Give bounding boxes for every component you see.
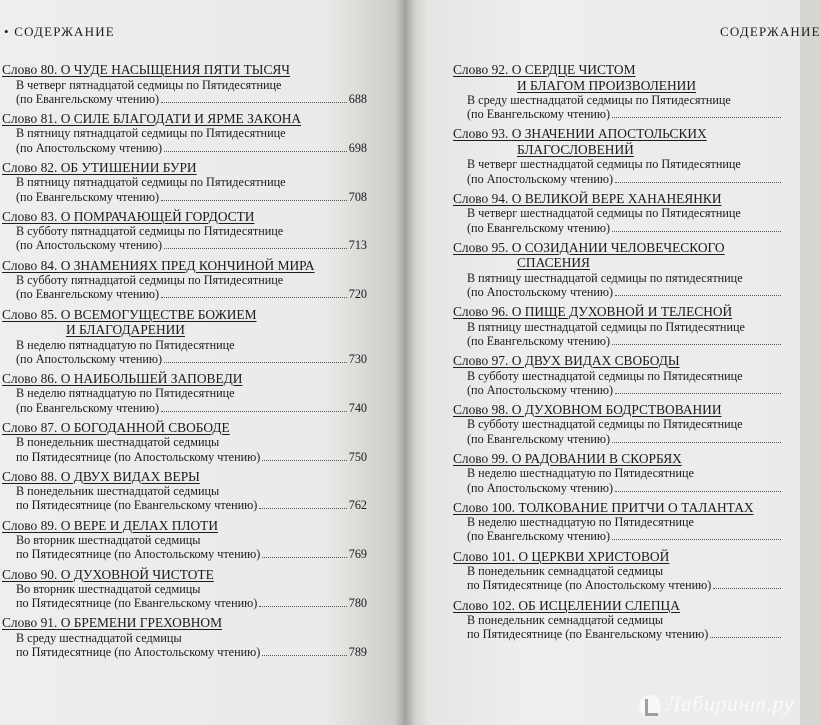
- toc-entry: [2, 469, 367, 513]
- dot-leader: [615, 383, 781, 394]
- entry-title: [2, 111, 367, 127]
- entry-number: Слово 95.: [453, 239, 509, 255]
- entry-number: Слово 92.: [453, 62, 509, 77]
- entry-title: [2, 258, 367, 274]
- entry-reading: (по Апостольскому чтению): [16, 140, 163, 155]
- entry-description: В пятницу пятнадцатой седмицы по Пятидесятнице: [16, 175, 286, 190]
- page-number: 769: [348, 547, 367, 562]
- dot-leader: [262, 450, 346, 461]
- entry-description: В понедельник семнадцатой седмицы: [467, 613, 664, 628]
- entry-last-line: [2, 92, 367, 106]
- dot-leader: [612, 432, 781, 443]
- toc-entry: [2, 567, 367, 611]
- entry-title: [2, 209, 367, 225]
- entry-number: Слово 89.: [2, 517, 58, 533]
- entry-number: Слово 93.: [453, 126, 509, 142]
- toc-entry: [2, 62, 367, 106]
- entry-number: Слово 96.: [453, 304, 509, 320]
- entry-last-line: [453, 221, 783, 235]
- entry-number: Слово 86.: [2, 370, 58, 386]
- toc-list-right: [453, 62, 783, 646]
- entry-title: [453, 240, 783, 256]
- watermark: Лабиринт.ру: [639, 691, 794, 717]
- entry-title: [453, 451, 783, 467]
- page-number: 713: [348, 238, 367, 253]
- entry-number: Слово 98.: [453, 401, 509, 417]
- entry-title: [453, 402, 783, 418]
- toc-entry: [453, 353, 783, 397]
- entry-number: Слово 85.: [2, 306, 58, 322]
- entry-title-text: О ВСЕМОГУЩЕСТВЕ БОЖИЕМ: [60, 306, 257, 322]
- toc-entry: [453, 549, 783, 593]
- entry-title: [453, 598, 783, 614]
- toc-entry: [453, 240, 783, 299]
- entry-last-line: [453, 481, 783, 495]
- entry-title-text: О СИЛЕ БЛАГОДАТИ И ЯРМЕ ЗАКОНА: [60, 110, 302, 126]
- dot-leader: [164, 352, 347, 363]
- entry-title-continued: БЛАГОСЛОВЕНИЙ: [517, 141, 634, 157]
- entry-description: В пятницу шестнадцатой седмицы по Пятидесятнице: [467, 319, 745, 334]
- dot-leader: [615, 481, 781, 492]
- entry-title-text: ТОЛКОВАНИЕ ПРИТЧИ О ТАЛАНТАХ: [518, 499, 754, 515]
- entry-reading: (по Апостольскому чтению): [467, 284, 614, 299]
- entry-last-line: [453, 172, 783, 186]
- entry-description: Во вторник шестнадцатой седмицы: [16, 533, 201, 548]
- entry-last-line: [2, 547, 367, 561]
- entry-reading: (по Евангельскому чтению): [467, 107, 611, 122]
- entry-title-text: О ПИЩЕ ДУХОВНОЙ И ТЕЛЕСНОЙ: [511, 304, 733, 320]
- entry-title-text: О ЦЕРКВИ ХРИСТОВОЙ: [518, 548, 670, 564]
- page-number: 708: [348, 189, 367, 204]
- entry-last-line: [453, 334, 783, 348]
- toc-entry: [2, 371, 367, 415]
- dot-leader: [161, 190, 347, 201]
- entry-title-text: О ВЕЛИКОЙ ВЕРЕ ХАНАНЕЯНКИ: [511, 190, 722, 206]
- entry-number: Слово 82.: [2, 159, 58, 175]
- toc-entry: [453, 402, 783, 446]
- entry-title: [453, 353, 783, 369]
- dot-leader: [615, 172, 781, 183]
- page-number: 730: [348, 351, 367, 366]
- entry-number: Слово 83.: [2, 208, 58, 224]
- entry-reading: (по Апостольскому чтению): [467, 480, 614, 495]
- page-number: 698: [348, 140, 367, 155]
- dot-leader: [612, 529, 781, 540]
- dot-leader: [164, 141, 347, 152]
- toc-entry: [453, 62, 783, 121]
- entry-description: В субботу шестнадцатой седмицы по Пятидесятнице: [467, 417, 743, 432]
- toc-entry: [453, 451, 783, 495]
- entry-title-text: О ДУХОВНОЙ ЧИСТОТЕ: [60, 566, 214, 582]
- entry-title: [453, 191, 783, 207]
- entry-last-line: [453, 432, 783, 446]
- entry-description: В субботу шестнадцатой седмицы по Пятидесятнице: [467, 368, 743, 383]
- dot-leader: [710, 627, 781, 638]
- entry-description: В среду шестнадцатой седмицы по Пятидесятнице: [467, 93, 731, 107]
- toc-entry: [453, 500, 783, 544]
- entry-last-line: [453, 107, 783, 121]
- entry-description: В четверг шестнадцатой седмицы по Пятидесятнице: [467, 157, 741, 172]
- toc-entry: [453, 126, 783, 185]
- page-number: 750: [348, 449, 367, 464]
- entry-title-text: О ВЕРЕ И ДЕЛАХ ПЛОТИ: [60, 517, 218, 533]
- entry-title: [2, 518, 367, 534]
- entry-description: В неделю шестнадцатую по Пятидесятнице: [467, 515, 694, 530]
- entry-title: [453, 304, 783, 320]
- entry-number: Слово 100.: [453, 499, 516, 515]
- entry-reading: по Пятидесятнице (по Евангельскому чтению): [16, 596, 258, 611]
- entry-description: В среду шестнадцатой седмицы: [16, 630, 182, 645]
- toc-entry: [2, 518, 367, 562]
- entry-last-line: [2, 401, 367, 415]
- entry-last-line: [2, 238, 367, 252]
- toc-entry: [2, 307, 367, 366]
- labirint-logo-icon: [639, 695, 661, 717]
- entry-title-text: О БОГОДАННОЙ СВОБОДЕ: [60, 419, 230, 435]
- toc-entry: [2, 420, 367, 464]
- dot-leader: [164, 238, 347, 249]
- entry-title: [2, 420, 367, 436]
- left-page: [0, 0, 405, 725]
- entry-title: [2, 371, 367, 387]
- entry-number: Слово 88.: [2, 468, 58, 484]
- dot-leader: [259, 596, 346, 607]
- toc-entry: [2, 615, 367, 659]
- entry-last-line: [2, 352, 367, 366]
- entry-description: В понедельник шестнадцатой седмицы: [16, 435, 220, 450]
- dot-leader: [161, 401, 347, 412]
- entry-reading: (по Апостольскому чтению): [467, 382, 614, 397]
- entry-last-line: [2, 287, 367, 301]
- entry-reading: (по Апостольскому чтению): [16, 238, 163, 253]
- entry-title: [2, 160, 367, 176]
- entry-title-text: О ЗНАМЕНИЯХ ПРЕД КОНЧИНОЙ МИРА: [60, 257, 315, 273]
- entry-description: В неделю пятнадцатую по Пятидесятнице: [16, 386, 235, 401]
- entry-title-text: ОБ УТИШЕНИИ БУРИ: [60, 159, 197, 175]
- entry-description: В пятницу шестнадцатой седмицы по пятидесятнице: [467, 270, 743, 285]
- toc-entry: [2, 160, 367, 204]
- entry-title-text: О НАИБОЛЬШЕЙ ЗАПОВЕДИ: [60, 370, 243, 386]
- entry-title-text: О СЕРДЦЕ ЧИСТОМ: [511, 62, 636, 77]
- entry-reading: по Пятидесятнице (по Апостольскому чтению): [16, 645, 261, 660]
- entry-last-line: [2, 190, 367, 204]
- entry-title-continued: И БЛАГОМ ПРОИЗВОЛЕНИИ: [517, 77, 696, 93]
- running-header-right: СОДЕРЖАНИЕ: [720, 24, 821, 39]
- entry-number: Слово 101.: [453, 548, 516, 564]
- entry-title-text: ОБ ИСЦЕЛЕНИИ СЛЕПЦА: [518, 597, 680, 613]
- dot-leader: [612, 221, 781, 232]
- entry-description: В пятницу пятнадцатой седмицы по Пятидесятнице: [16, 126, 286, 141]
- entry-last-line: [2, 450, 367, 464]
- entry-last-line: [453, 529, 783, 543]
- toc-entry: [2, 111, 367, 155]
- entry-description: В понедельник семнадцатой седмицы: [467, 564, 664, 579]
- page-number: 720: [348, 287, 367, 302]
- entry-title-continued: СПАСЕНИЯ: [517, 255, 590, 271]
- entry-description: В субботу пятнадцатой седмицы по Пятидесятнице: [16, 273, 284, 288]
- entry-last-line: [2, 645, 367, 659]
- entry-reading: (по Евангельскому чтению): [16, 400, 160, 415]
- entry-reading: (по Евангельскому чтению): [467, 529, 611, 544]
- dot-leader: [262, 645, 346, 656]
- entry-last-line: [2, 596, 367, 610]
- entry-reading: по Пятидесятнице (по Апостольскому чтению): [467, 578, 712, 593]
- entry-description: В четверг пятнадцатой седмицы по Пятидесятнице: [16, 77, 282, 92]
- entry-number: Слово 84.: [2, 257, 58, 273]
- entry-last-line: [2, 141, 367, 155]
- dot-leader: [161, 287, 347, 298]
- dot-leader: [612, 334, 781, 345]
- entry-number: Слово 90.: [2, 566, 58, 582]
- dot-leader: [259, 498, 346, 509]
- entry-reading: по Пятидесятнице (по Евангельскому чтению): [16, 498, 258, 513]
- entry-description: В четверг шестнадцатой седмицы по Пятидесятнице: [467, 206, 741, 221]
- entry-description: В неделю пятнадцатую по Пятидесятнице: [16, 337, 235, 352]
- entry-title-continued: И БЛАГОДАРЕНИИ: [66, 322, 185, 338]
- page-number: 688: [348, 91, 367, 106]
- page-number: 740: [348, 400, 367, 415]
- entry-title: [453, 500, 783, 516]
- page-number: 789: [348, 645, 367, 660]
- entry-reading: (по Евангельскому чтению): [16, 189, 160, 204]
- dot-leader: [713, 578, 781, 589]
- entry-title-text: О ДВУХ ВИДАХ СВОБОДЫ: [511, 353, 680, 369]
- entry-title-text: О РАДОВАНИИ В СКОРБЯХ: [511, 450, 682, 466]
- dot-leader: [262, 547, 346, 558]
- entry-reading: по Пятидесятнице (по Апостольскому чтению): [16, 449, 261, 464]
- entry-number: Слово 102.: [453, 597, 516, 613]
- entry-title: [453, 549, 783, 565]
- entry-title-text: О ПОМРАЧАЮЩЕЙ ГОРДОСТИ: [60, 208, 255, 224]
- entry-title-text: О ДУХОВНОМ БОДРСТВОВАНИИ: [511, 401, 722, 417]
- toc-entry: [453, 191, 783, 235]
- entry-last-line: [2, 498, 367, 512]
- toc-entry: [453, 598, 783, 642]
- entry-number: Слово 97.: [453, 353, 509, 369]
- entry-description: Во вторник шестнадцатой седмицы: [16, 582, 201, 597]
- toc-entry: [453, 304, 783, 348]
- entry-reading: (по Апостольскому чтению): [16, 351, 163, 366]
- entry-title: [2, 615, 367, 631]
- toc-entry: [2, 258, 367, 302]
- toc-entry: [2, 209, 367, 253]
- entry-number: Слово 87.: [2, 419, 58, 435]
- entry-number: Слово 91.: [2, 615, 58, 631]
- entry-title-text: О ЗНАЧЕНИИ АПОСТОЛЬСКИХ: [511, 126, 707, 142]
- entry-title-text: О БРЕМЕНИ ГРЕХОВНОМ: [60, 615, 223, 631]
- entry-reading: (по Евангельскому чтению): [16, 287, 160, 302]
- toc-list-left: [2, 62, 367, 664]
- entry-title: [453, 62, 783, 78]
- entry-reading: (по Евангельскому чтению): [16, 91, 160, 106]
- entry-title-text: О ЧУДЕ НАСЫЩЕНИЯ ПЯТИ ТЫСЯЧ: [60, 62, 291, 77]
- entry-title: [2, 62, 367, 78]
- entry-last-line: [453, 383, 783, 397]
- page-number: 780: [348, 596, 367, 611]
- dot-leader: [161, 92, 347, 103]
- page-number: 762: [348, 498, 367, 513]
- entry-number: Слово 80.: [2, 62, 58, 77]
- entry-description: В понедельник шестнадцатой седмицы: [16, 484, 220, 499]
- entry-last-line: [453, 578, 783, 592]
- dot-leader: [615, 285, 781, 296]
- entry-title: [453, 126, 783, 142]
- entry-reading: (по Евангельскому чтению): [467, 220, 611, 235]
- entry-last-line: [453, 627, 783, 641]
- running-header-left: • СОДЕРЖАНИЕ: [4, 24, 115, 39]
- entry-number: Слово 81.: [2, 110, 58, 126]
- entry-number: Слово 99.: [453, 450, 509, 466]
- entry-last-line: [453, 285, 783, 299]
- entry-number: Слово 94.: [453, 190, 509, 206]
- entry-title: [2, 567, 367, 583]
- entry-title-text: О СОЗИДАНИИ ЧЕЛОВЕЧЕСКОГО: [511, 239, 725, 255]
- entry-title-text: О ДВУХ ВИДАХ ВЕРЫ: [60, 468, 200, 484]
- entry-reading: (по Евангельскому чтению): [467, 431, 611, 446]
- entry-title: [2, 469, 367, 485]
- right-page: [405, 0, 821, 725]
- entry-reading: по Пятидесятнице (по Апостольскому чтению): [16, 547, 261, 562]
- entry-reading: (по Евангельскому чтению): [467, 333, 611, 348]
- entry-description: В субботу пятнадцатой седмицы по Пятидесятнице: [16, 224, 284, 239]
- entry-description: В неделю шестнадцатую по Пятидесятнице: [467, 466, 694, 481]
- entry-reading: (по Апостольскому чтению): [467, 171, 614, 186]
- entry-reading: по Пятидесятнице (по Евангельскому чтению): [467, 627, 709, 642]
- dot-leader: [612, 107, 781, 118]
- entry-title: [2, 307, 367, 323]
